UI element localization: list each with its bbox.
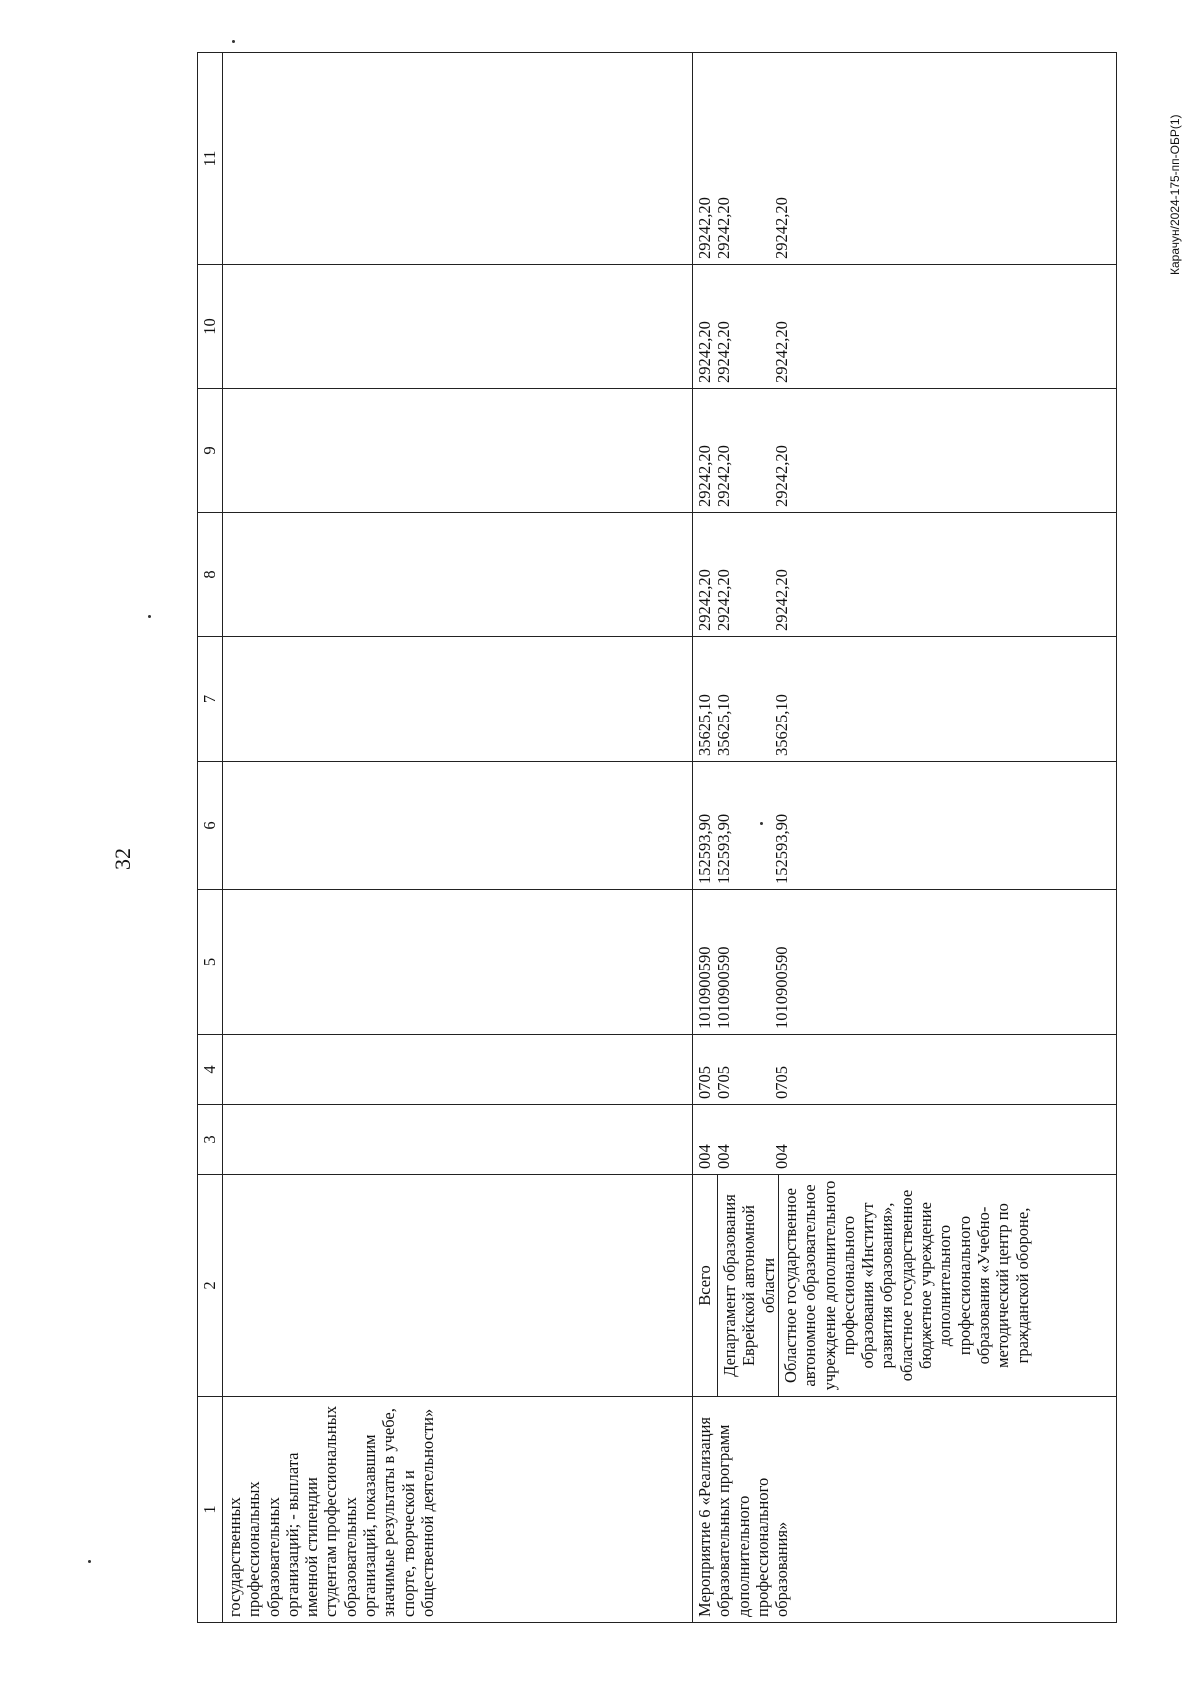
col-header-7: 7 (198, 637, 223, 762)
value-department: 29242,20 (714, 197, 734, 259)
col-header-6: 6 (198, 762, 223, 890)
value-department: 1010900590 (714, 946, 734, 1029)
document-code: Карачун/2024-175-пп-ОБР(1) (1168, 114, 1182, 275)
col-header-3: 3 (198, 1105, 223, 1175)
value-total: 004 (695, 1144, 714, 1169)
value-total: 29242,20 (695, 321, 714, 383)
value-department: 0705 (714, 1066, 734, 1099)
scan-speck (232, 40, 235, 43)
scan-speck (148, 615, 151, 618)
executor-department: Департамент образования Еврейской автономной области (717, 1175, 778, 1396)
cell-measure-title: Мероприятие 6 «Реализация образовательных программ дополнительного профессионального образования» (693, 1397, 1117, 1623)
budget-table-rotated (197, 53, 1117, 1623)
value-total: 0705 (695, 1066, 714, 1099)
cell-section (693, 1035, 1117, 1105)
cell-amount-col9 (693, 389, 1117, 513)
col-header-10: 10 (198, 265, 223, 389)
col-header-8: 8 (198, 513, 223, 637)
value-department: 29242,20 (714, 445, 734, 507)
executor-total: Всего (695, 1265, 714, 1306)
budget-table (197, 52, 1117, 1623)
cell-continuation-text: государственных профессиональных образовательных организаций; - выплата именной стипендии студентам профессиональных образовательных организаций, показавшим значимые результаты в учебе, спорте, творческой и общественной деятельности» (223, 1397, 693, 1623)
header-row (198, 53, 223, 1623)
cell-amount-col11 (693, 53, 1117, 265)
page-number: 32 (110, 848, 135, 870)
col-header-2: 2 (198, 1175, 223, 1397)
cell-amount-col8 (693, 513, 1117, 637)
value-institutions: 152593,90 (772, 813, 792, 884)
value-institutions: 35625,10 (772, 694, 792, 756)
value-institutions: 29242,20 (772, 569, 792, 631)
col-header-9: 9 (198, 389, 223, 513)
scan-speck (88, 1560, 91, 1563)
table-row-measure-6 (693, 53, 1117, 1623)
value-department: 35625,10 (714, 694, 734, 756)
value-total: 35625,10 (695, 694, 714, 756)
cell-amount-col7 (693, 637, 1117, 762)
value-institutions: 29242,20 (772, 445, 792, 507)
value-institutions: 004 (772, 1144, 792, 1169)
col-header-1: 1 (198, 1397, 223, 1623)
value-total: 29242,20 (695, 197, 714, 259)
value-institutions: 0705 (772, 1066, 792, 1099)
cell-grbs (693, 1105, 1117, 1175)
value-total: 1010900590 (695, 946, 714, 1029)
table-row-continuation (223, 53, 693, 1623)
value-institutions: 29242,20 (772, 321, 792, 383)
executor-institutions: Областное государственное автономное образовательное учреждение дополнительного профессионального образования «Институт развития образования», областное государственное бюджетное учреждение дополнительного профессионального образования «Учебно-методический центр по гражданской обороне, (778, 1175, 1116, 1396)
value-total: 29242,20 (695, 445, 714, 507)
cell-executors (693, 1175, 1117, 1397)
value-institutions: 29242,20 (772, 197, 792, 259)
value-department: 29242,20 (714, 569, 734, 631)
value-department: 152593,90 (714, 813, 734, 884)
value-department: 004 (714, 1144, 734, 1169)
col-header-4: 4 (198, 1035, 223, 1105)
value-department: 29242,20 (714, 321, 734, 383)
col-header-5: 5 (198, 890, 223, 1035)
value-total: 29242,20 (695, 569, 714, 631)
cell-target-article (693, 890, 1117, 1035)
cell-amount-col6 (693, 762, 1117, 890)
value-institutions: 1010900590 (772, 946, 792, 1029)
value-total: 152593,90 (695, 813, 714, 884)
cell-amount-col10 (693, 265, 1117, 389)
col-header-11: 11 (198, 53, 223, 265)
